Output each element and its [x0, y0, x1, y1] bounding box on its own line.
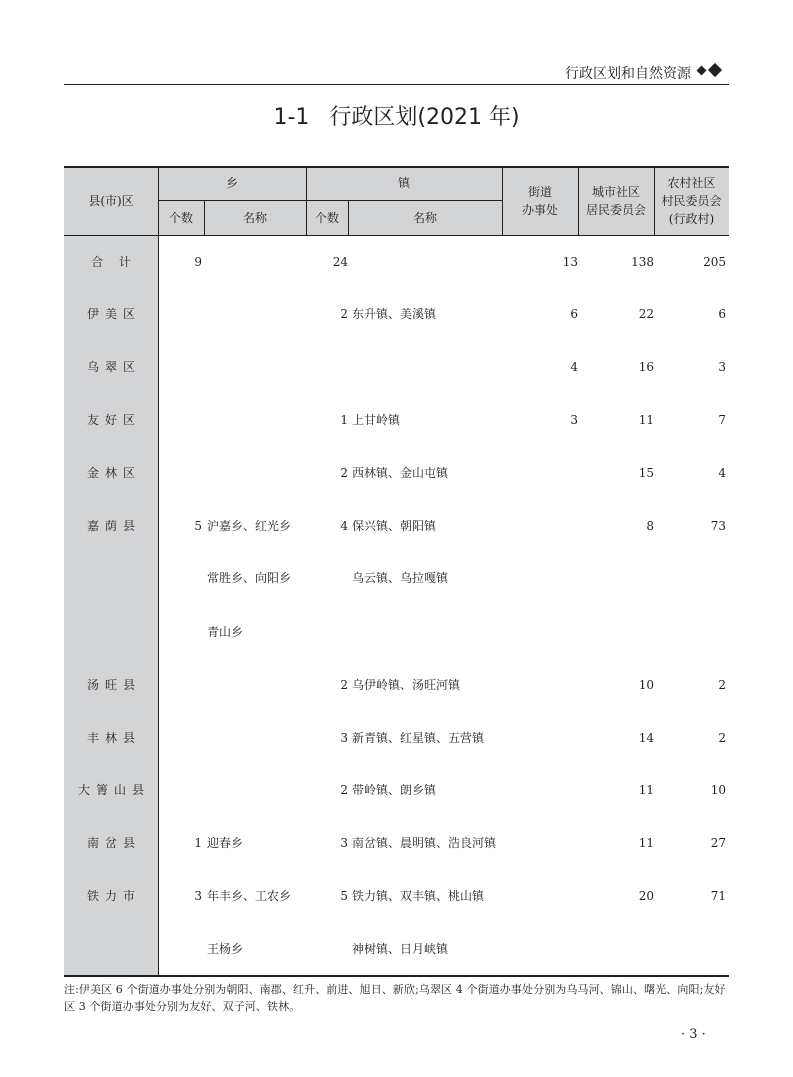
zhen-names-cell: 乌伊岭镇、汤旺河镇: [352, 678, 461, 692]
header-jiedao: [502, 166, 578, 236]
table-row: [64, 410, 729, 430]
jiedao-cell: 6: [570, 307, 578, 321]
area-cell: 金林区: [86, 466, 141, 480]
zhen-count-cell: 3: [340, 731, 348, 745]
area-cell: 伊美区: [86, 307, 141, 321]
zhen-count-cell: 2: [340, 307, 348, 321]
table-row: [64, 568, 729, 588]
table-row: [64, 622, 729, 642]
xiang-names-cell: 青山乡: [207, 625, 244, 639]
table-row: [64, 939, 729, 959]
table-row: [64, 675, 729, 695]
header-city-line2: 居民委员会: [585, 203, 646, 217]
xiang-names-cell: 迎春乡: [207, 836, 244, 850]
table-row: [64, 516, 729, 536]
zhen-names-cell: 南岔镇、晨明镇、浩良河镇: [352, 836, 497, 850]
zhen-names-cell: 西林镇、金山屯镇: [352, 466, 449, 480]
jiedao-cell: 3: [570, 413, 578, 427]
header-zhen-count: 个数: [314, 211, 339, 225]
header-rural-line2: 村民委员会: [661, 194, 722, 208]
xiang-count-cell: 1: [194, 836, 202, 850]
table-row: [64, 463, 729, 483]
city-committee-cell: 14: [638, 731, 654, 745]
zhen-count-cell: 2: [340, 783, 348, 797]
header-xiang: 乡: [225, 176, 238, 190]
city-committee-cell: 10: [638, 678, 654, 692]
zhen-count-cell: 4: [340, 519, 348, 533]
header-city: [578, 166, 654, 236]
zhen-names-cell: 铁力镇、双丰镇、桃山镇: [352, 889, 485, 903]
footnote: 注:伊美区 6 个街道办事处分别为朝阳、南郡、红升、前进、旭日、新欣;乌翠区 4 个街道办事处分别为乌马河、锦山、曙光、向阳;友好区 3 个街道办事处分别为友好、双子河、铁林。: [64, 983, 726, 1013]
rural-committee-cell: 10: [710, 783, 726, 797]
header-area: 县(市)区: [88, 194, 134, 208]
area-cell: 乌翠区: [86, 360, 141, 374]
xiang-count-cell: 9: [194, 255, 202, 269]
city-committee-cell: 11: [638, 836, 654, 850]
table-number: 1-1: [273, 105, 310, 130]
page-title: [0, 100, 793, 131]
header-rural-line1: 农村社区: [667, 176, 716, 190]
header-xiang-count: 个数: [168, 211, 193, 225]
jiedao-cell: 13: [562, 255, 578, 269]
zhen-count-cell: 1: [340, 413, 348, 427]
city-committee-cell: 16: [638, 360, 654, 374]
area-cell: 铁力市: [86, 889, 141, 903]
zhen-count-cell: 5: [340, 889, 348, 903]
zhen-names-cell: 神树镇、日月峡镇: [352, 942, 449, 956]
rural-committee-cell: 27: [710, 836, 726, 850]
page-number: · 3 ·: [681, 1027, 706, 1042]
zhen-count-cell: 2: [340, 466, 348, 480]
rural-committee-cell: 2: [718, 731, 726, 745]
rural-committee-cell: 4: [718, 466, 726, 480]
table-row: [64, 833, 729, 853]
city-committee-cell: 138: [631, 255, 654, 269]
xiang-names-cell: 常胜乡、向阳乡: [207, 571, 292, 585]
area-cell: 丰林县: [86, 731, 141, 745]
area-cell: 友好区: [86, 413, 141, 427]
zhen-names-cell: 东升镇、美溪镇: [352, 307, 437, 321]
running-head-text: 行政区划和自然资源: [565, 66, 691, 82]
division-table: [64, 166, 729, 976]
rural-committee-cell: 6: [718, 307, 726, 321]
zhen-names-cell: 保兴镇、朝阳镇: [352, 519, 437, 533]
bottom-rule: [64, 975, 729, 977]
xiang-names-cell: 年丰乡、工农乡: [207, 889, 292, 903]
header-rural-line3: (行政村): [668, 212, 715, 226]
header-zhen: 镇: [397, 176, 410, 190]
xiang-count-cell: 3: [194, 889, 202, 903]
zhen-names-cell: 带岭镇、朗乡镇: [352, 783, 437, 797]
area-cell: 合 计: [91, 255, 137, 269]
zhen-count-cell: 2: [340, 678, 348, 692]
rural-committee-cell: 71: [710, 889, 726, 903]
city-committee-cell: 15: [638, 466, 654, 480]
zhen-count-cell: 3: [340, 836, 348, 850]
rural-committee-cell: 73: [710, 519, 726, 533]
rural-committee-cell: 205: [703, 255, 726, 269]
area-cell: 嘉荫县: [86, 519, 141, 533]
city-committee-cell: 11: [638, 413, 654, 427]
table-row: [64, 357, 729, 377]
city-committee-cell: 11: [638, 783, 654, 797]
table-row: [64, 780, 729, 800]
header-rural: [654, 166, 729, 236]
area-cell: 南岔县: [86, 836, 141, 850]
city-committee-cell: 20: [638, 889, 654, 903]
city-committee-cell: 8: [646, 519, 654, 533]
header-jiedao-line1: 街道: [527, 185, 552, 199]
header-zhen-name: 名称: [412, 211, 437, 225]
table-title: 行政区划(2021 年): [329, 105, 520, 130]
table-row: [64, 252, 729, 272]
header-xiang-name: 名称: [242, 211, 267, 225]
rural-committee-cell: 2: [718, 678, 726, 692]
area-cell: 汤旺县: [86, 678, 141, 692]
zhen-names-cell: 乌云镇、乌拉嘎镇: [352, 571, 449, 585]
header-jiedao-line2: 办事处: [521, 203, 558, 217]
table-row: [64, 886, 729, 906]
rural-committee-cell: 3: [718, 360, 726, 374]
area-cell: 大箐山县: [77, 783, 150, 797]
table-row: [64, 304, 729, 324]
table-row: [64, 728, 729, 748]
xiang-names-cell: 沪嘉乡、红光乡: [207, 519, 292, 533]
zhen-count-cell: 24: [332, 255, 348, 269]
xiang-names-cell: 王杨乡: [207, 942, 244, 956]
xiang-count-cell: 5: [194, 519, 202, 533]
zhen-names-cell: 新青镇、红星镇、五营镇: [352, 731, 485, 745]
jiedao-cell: 4: [570, 360, 578, 374]
city-committee-cell: 22: [638, 307, 654, 321]
running-head: [64, 58, 729, 85]
diamond-ornament-icon: [693, 64, 729, 78]
zhen-names-cell: 上甘岭镇: [352, 413, 401, 427]
rural-committee-cell: 7: [718, 413, 726, 427]
header-city-line1: 城市社区: [591, 185, 640, 199]
